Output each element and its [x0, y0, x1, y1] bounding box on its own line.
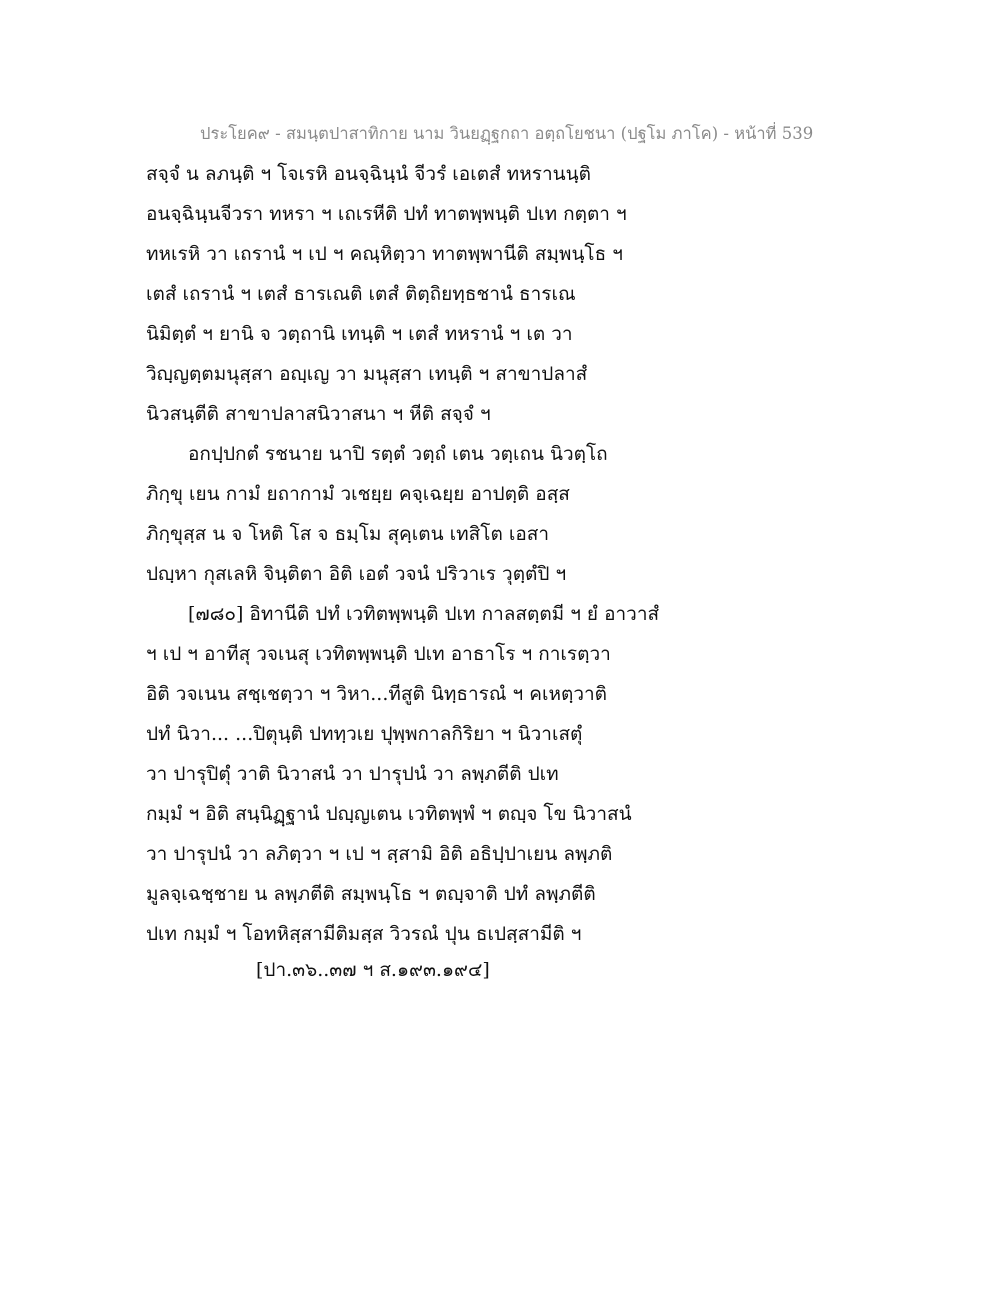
text-line: ปทํ นิวา... ...ปิตุนฺติ ปททฺวเย ปุพฺพกาลกิริยา ฯ นิวาเสตุํ: [146, 723, 583, 745]
text-line: นิวสนฺตีติ สาขาปลาสนิวาสนา ฯ หีติ สจฺจํ ฯ: [146, 403, 491, 425]
paragraph-first-line: อกปฺปกตํ รชนาย นาปิ รตฺตํ วตฺถํ เตน วตฺเถน นิวตฺโถ: [188, 443, 608, 465]
text-line: วา ปารุปิตุํ วาติ นิวาสนํ วา ปารุปนํ วา ลพฺภตีติ ปเท: [146, 763, 559, 785]
paragraph-first-line: [๗๘๐] อิทานีติ ปทํ เวทิตพฺพนฺติ ปเท กาลสตฺตมี ฯ ยํ อาวาสํ: [188, 603, 660, 625]
text-line: นิมิตฺตํ ฯ ยานิ จ วตฺถานิ เทนฺติ ฯ เตสํ ทหรานํ ฯ เต วา: [146, 323, 573, 345]
text-line: เตสํ เถรานํ ฯ เตสํ ธารเณติ เตสํ ติตฺถิยทฺธชานํ ธารเณ: [146, 283, 576, 305]
text-line: กมฺมํ ฯ อิติ สนฺนิฏฺฐานํ ปญฺญเตน เวทิตพฺพํ ฯ ตญฺจ โข นิวาสนํ: [146, 803, 632, 825]
running-header: ประโยค๙ - สมนฺตปาสาทิกาย นาม วินยฏฺฐกถา อตฺถโยชนา (ปฐโม ภาโค) - หน้าที่ 539: [200, 124, 814, 143]
body-text: [146, 160, 846, 960]
text-line: สจฺจํ น ลภนฺติ ฯ โจเรหิ อนจฺฉินฺนํ จีวรํ เอเตสํ ทหรานนฺติ: [146, 163, 591, 185]
source-reference: [ปา.๓๖..๓๗ ฯ ส.๑๙๓.๑๙๔]: [256, 959, 490, 981]
text-line: ทหเรหิ วา เถรานํ ฯ เป ฯ คณฺหิตฺวา ทาตพฺพานีติ สมฺพนฺโธ ฯ: [146, 243, 623, 265]
text-line: ภิกฺขุ เยน กามํ ยถากามํ วเชยฺย คจฺเฉยฺย อาปตฺติ อสฺส: [146, 483, 570, 505]
text-line: วา ปารุปนํ วา ลภิตฺวา ฯ เป ฯ สฺสามิ อิติ อธิปฺปาเยน ลพฺภติ: [146, 843, 613, 865]
text-line: อนจฺฉินฺนจีวรา ทหรา ฯ เถเรหีติ ปทํ ทาตพฺพนฺติ ปเท กตฺตา ฯ: [146, 203, 627, 225]
text-line: อิติ วจเนน สชฺเชตฺวา ฯ วิหา...ทีสูติ นิทฺธารณํ ฯ คเหตฺวาติ: [146, 683, 607, 705]
text-line: วิญฺญตฺตมนุสฺสา อญฺเญ วา มนุสฺสา เทนฺติ ฯ สาขาปลาสํ: [146, 363, 588, 385]
text-line: ปเท กมฺมํ ฯ โอทหิสฺสามีติมสฺส วิวรณํ ปุน ธเปสฺสามีติ ฯ: [146, 923, 582, 945]
text-line: ปญฺหา กุสเลหิ จินฺติตา อิติ เอตํ วจนํ ปริวาเร วุตฺตํปิ ฯ: [146, 563, 567, 585]
text-line: ฯ เป ฯ อาทีสุ วจเนสุ เวทิตพฺพนฺติ ปเท อาธาโร ฯ กาเรตฺวา: [146, 643, 611, 665]
text-line: ภิกฺขุสฺส น จ โหติ โส จ ธมฺโม สุคฺเตน เทสิโต เอสา: [146, 523, 549, 545]
text-line: มูลจฺเฉชฺชาย น ลพฺภตีติ สมฺพนฺโธ ฯ ตญฺจาติ ปทํ ลพฺภตีติ: [146, 883, 596, 905]
